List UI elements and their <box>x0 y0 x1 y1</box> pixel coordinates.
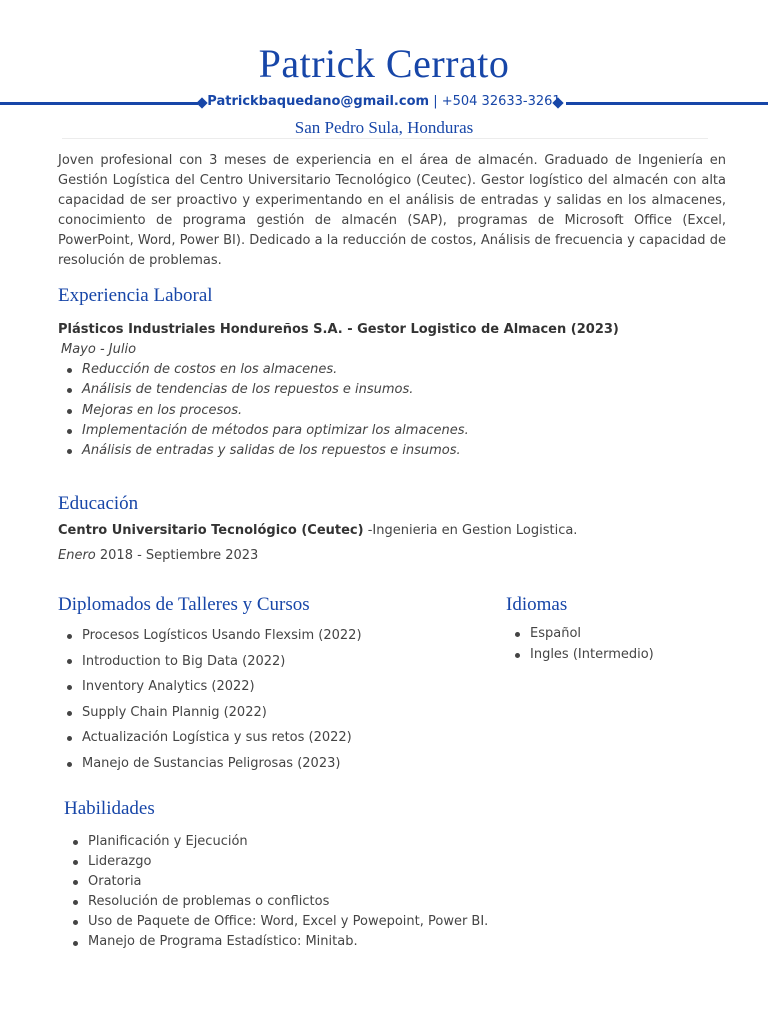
phone-number: +504 32633-3261 <box>441 94 561 109</box>
experience-heading: Experiencia Laboral <box>58 285 213 306</box>
courses-heading: Diplomados de Talleres y Cursos <box>58 594 310 615</box>
list-item: Supply Chain Plannig (2022) <box>82 700 362 726</box>
list-item: Análisis de entradas y salidas de los repuestos e insumos. <box>82 441 469 461</box>
courses-list <box>58 623 362 777</box>
list-item: Oratoria <box>88 872 488 892</box>
education-date-range: 2018 - Septiembre 2023 <box>95 548 259 563</box>
list-item: Planificación y Ejecución <box>88 832 488 852</box>
location: San Pedro Sula, Honduras <box>294 118 474 137</box>
skills-heading: Habilidades <box>64 798 155 819</box>
email-link[interactable]: Patrickbaquedano@gmail.com <box>207 94 430 109</box>
list-item: Análisis de tendencias de los repuestos e insumos. <box>82 380 469 400</box>
job-period: Mayo - Julio <box>61 342 137 357</box>
list-item: Inventory Analytics (2022) <box>82 674 362 700</box>
list-item: Resolución de problemas o conflictos <box>88 892 488 912</box>
list-item: Reducción de costos en los almacenes. <box>82 360 469 380</box>
education-dates <box>58 548 258 563</box>
divider <box>62 138 708 139</box>
profile-summary: Joven profesional con 3 meses de experiencia en el área de almacén. Graduado de Ingeniería en Gestión Logística del Centro Universitario Tecnológico (Ceutec). Gestor logístico del almacén con alta capacidad de ser proactivo y experimentando en el análisis de entradas y salidas en los almacenes, conocimiento de programa gestión de almacén (SAP), programas de Microsoft Office (Excel, PowerPoint, Word, Power BI). Dedicado a la reducción de costos, Análisis de frecuencia y capacidad de resolución de problemas. <box>58 153 726 268</box>
list-item: Liderazgo <box>88 852 488 872</box>
languages-heading: Idiomas <box>506 594 568 615</box>
list-item: Procesos Logísticos Usando Flexsim (2022) <box>82 623 362 649</box>
list-item: Mejoras en los procesos. <box>82 401 469 421</box>
candidate-name: Patrick Cerrato <box>258 41 510 86</box>
languages-list <box>506 624 654 665</box>
list-item: Manejo de Programa Estadístico: Minitab. <box>88 932 488 952</box>
degree-name: -Ingenieria en Gestion Logistica. <box>363 523 578 538</box>
school-name: Centro Universitario Tecnológico (Ceutec) <box>58 523 364 538</box>
list-item: Español <box>530 624 654 645</box>
list-item: Manejo de Sustancias Peligrosas (2023) <box>82 751 362 777</box>
list-item: Uso de Paquete de Office: Word, Excel y Powepoint, Power BI. <box>88 912 488 932</box>
education-start-month: Enero <box>58 548 96 563</box>
list-item: Implementación de métodos para optimizar los almacenes. <box>82 421 469 441</box>
job-responsibilities <box>58 360 469 461</box>
contact-separator: | <box>429 94 442 109</box>
education-degree-line <box>58 523 577 538</box>
contact-line <box>0 94 768 109</box>
list-item: Ingles (Intermedio) <box>530 645 654 666</box>
skills-list <box>64 832 488 953</box>
list-item: Introduction to Big Data (2022) <box>82 649 362 675</box>
list-item: Actualización Logística y sus retos (2022) <box>82 725 362 751</box>
job-title: Plásticos Industriales Hondureños S.A. - Gestor Logistico de Almacen (2023) <box>58 322 619 337</box>
education-heading: Educación <box>58 493 139 514</box>
